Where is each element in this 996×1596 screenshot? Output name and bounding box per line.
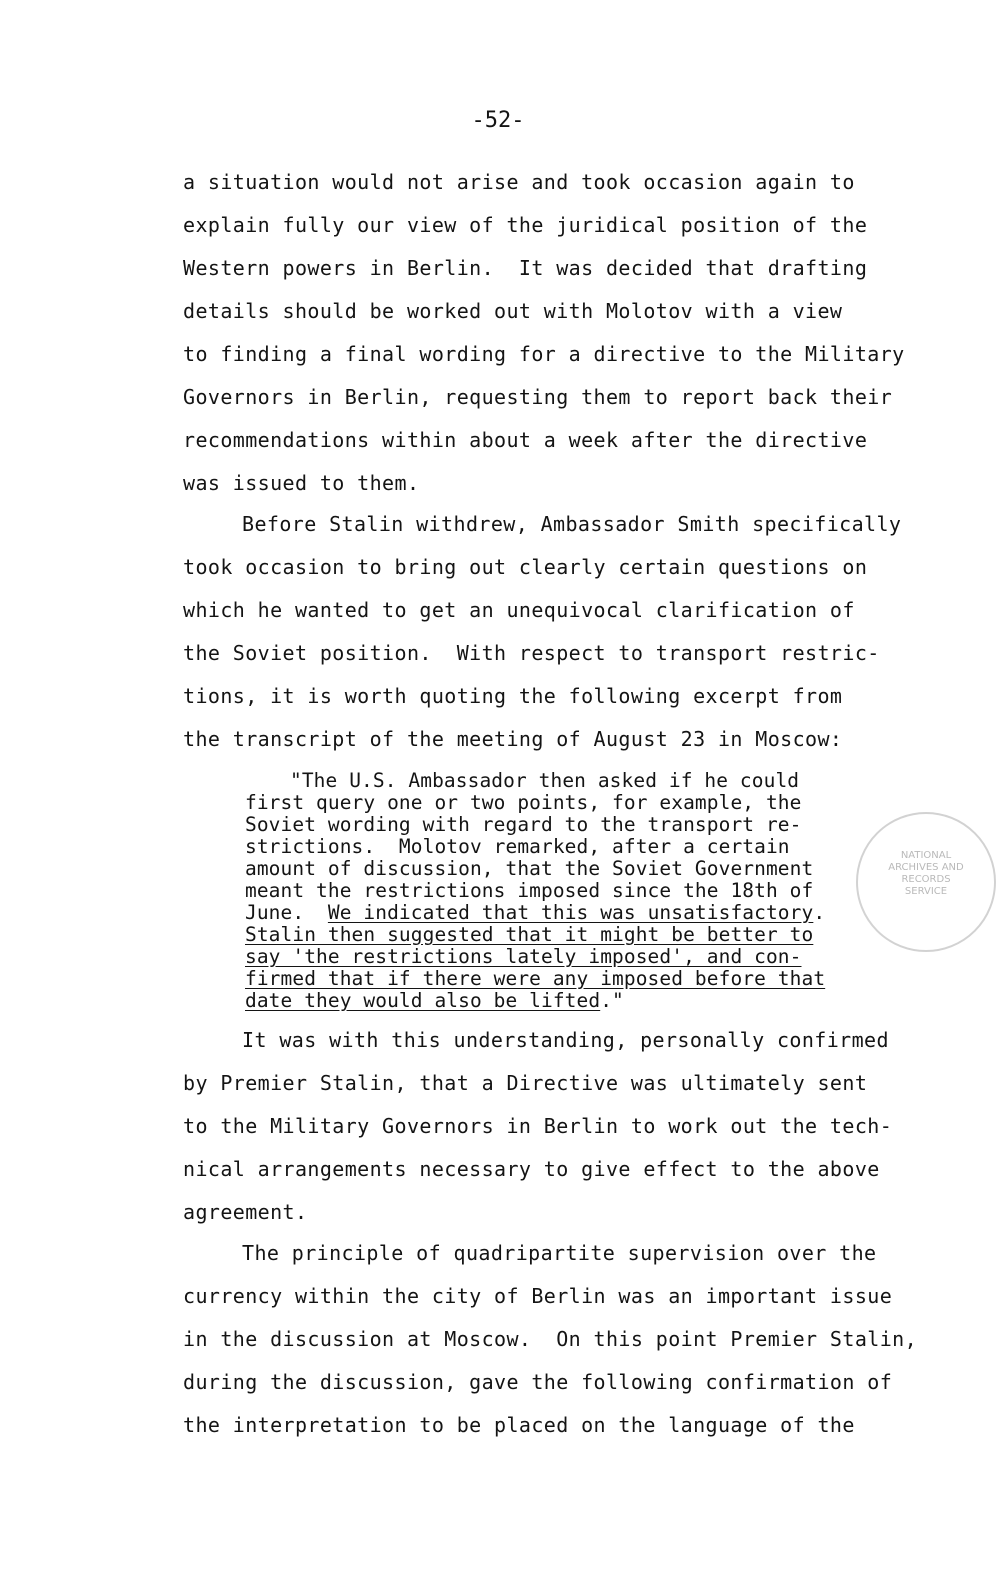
underlined-quote-line: firmed that if there were any imposed before that bbox=[245, 967, 826, 990]
paragraph-1-line: explain fully our view of the juridical position of the bbox=[183, 213, 868, 237]
stamp-text: RECORDS bbox=[901, 874, 951, 885]
paragraph-2-line: the Soviet position. With respect to transport restric- bbox=[183, 641, 880, 665]
quote-line: amount of discussion, that the Soviet Government bbox=[245, 857, 814, 880]
underlined-quote-line: say 'the restrictions lately imposed', and con- bbox=[245, 945, 802, 968]
paragraph-2-line: took occasion to bring out clearly certain questions on bbox=[183, 555, 868, 579]
paragraph-3-line: to the Military Governors in Berlin to work out the tech- bbox=[183, 1114, 893, 1138]
paragraph-1-line: to finding a final wording for a directive to the Military bbox=[183, 342, 905, 366]
paragraph-2-line: tions, it is worth quoting the following excerpt from bbox=[183, 684, 843, 708]
paragraph-4-line: in the discussion at Moscow. On this point Premier Stalin, bbox=[183, 1327, 918, 1351]
archive-stamp bbox=[856, 812, 996, 952]
paragraph-1-line: a situation would not arise and took occasion again to bbox=[183, 170, 855, 194]
quote-line: first query one or two points, for example, the bbox=[245, 791, 802, 814]
paragraph-1-line: was issued to them. bbox=[183, 471, 420, 495]
underlined-text: We indicated that this was unsatisfactory bbox=[327, 901, 814, 924]
stamp-text: NATIONAL bbox=[900, 850, 952, 861]
underlined-text: date they would also be lifted bbox=[245, 989, 601, 1012]
paragraph-4-line: currency within the city of Berlin was an important issue bbox=[183, 1284, 893, 1308]
paragraph-3-line: nical arrangements necessary to give effect to the above bbox=[183, 1157, 880, 1181]
quote-line: meant the restrictions imposed since the 18th of bbox=[245, 879, 814, 902]
paragraph-2-line: which he wanted to get an unequivocal clarification of bbox=[183, 598, 855, 622]
paragraph-3-line: It was with this understanding, personally confirmed bbox=[242, 1028, 889, 1052]
quote-line: "The U.S. Ambassador then asked if he could bbox=[290, 769, 800, 792]
stamp-text: ARCHIVES AND bbox=[888, 862, 964, 873]
paragraph-2-line: Before Stalin withdrew, Ambassador Smith specifically bbox=[242, 512, 902, 536]
quote-line bbox=[245, 902, 825, 924]
page-number: -52- bbox=[471, 108, 525, 133]
paragraph-4-line: during the discussion, gave the following confirmation of bbox=[183, 1370, 893, 1394]
quote-line bbox=[245, 990, 624, 1012]
paragraph-1-line: recommendations within about a week after the directive bbox=[183, 428, 868, 452]
stamp-text: SERVICE bbox=[904, 886, 948, 897]
paragraph-1-line: Governors in Berlin, requesting them to report back their bbox=[183, 385, 893, 409]
paragraph-4-line: The principle of quadripartite supervision over the bbox=[242, 1241, 877, 1265]
paragraph-3-line: agreement. bbox=[183, 1200, 308, 1224]
underlined-quote-line: Stalin then suggested that it might be better to bbox=[245, 923, 814, 946]
quote-text: . bbox=[813, 901, 826, 924]
quote-text: June. bbox=[245, 901, 305, 924]
quote-line: Soviet wording with regard to the transport re- bbox=[245, 813, 802, 836]
quote-text: ." bbox=[600, 989, 624, 1012]
paragraph-1-line: Western powers in Berlin. It was decided that drafting bbox=[183, 256, 868, 280]
paragraph-3-line: by Premier Stalin, that a Directive was ultimately sent bbox=[183, 1071, 868, 1095]
paragraph-1-line: details should be worked out with Molotov with a view bbox=[183, 299, 843, 323]
quote-line: strictions. Molotov remarked, after a certain bbox=[245, 835, 790, 858]
paragraph-2-line: the transcript of the meeting of August 23 in Moscow: bbox=[183, 727, 843, 751]
paragraph-4-line: the interpretation to be placed on the language of the bbox=[183, 1413, 855, 1437]
